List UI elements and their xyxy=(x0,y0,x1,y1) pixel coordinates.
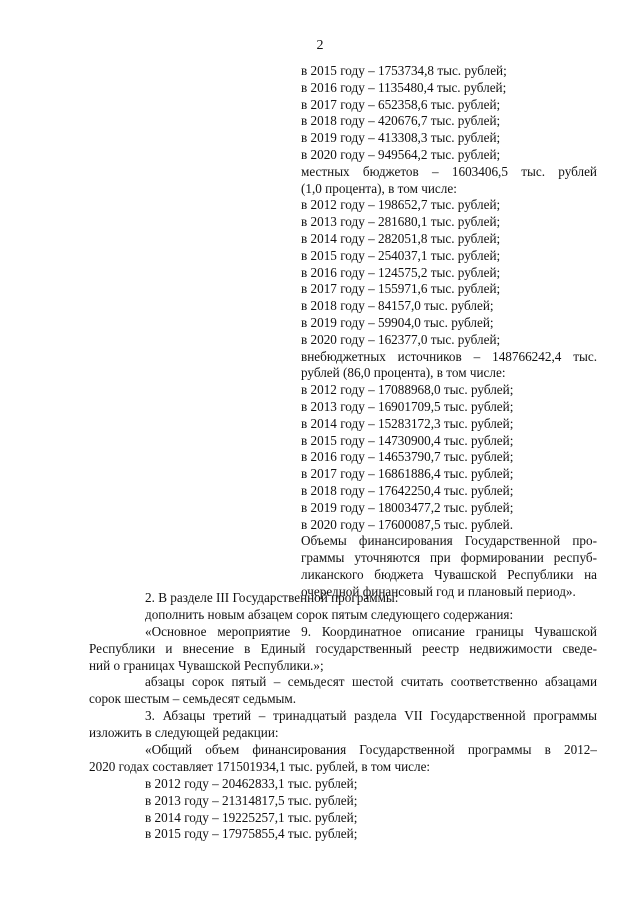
extrabudgetary-percent: рублей (86,0 процента), в том числе: xyxy=(301,365,506,381)
funding-line: в 2013 году – 16901709,5 тыс. рублей; xyxy=(301,398,514,414)
funding-line: в 2017 году – 16861886,4 тыс. рублей; xyxy=(301,466,514,482)
funding-line: в 2019 году – 413308,3 тыс. рублей; xyxy=(301,130,501,146)
section-2-heading: 2. В разделе III Государственной программы: xyxy=(145,590,399,605)
funding-line: в 2016 году – 124575,2 тыс. рублей; xyxy=(301,264,501,280)
extrabudgetary-line: внебюджетных источников – 148766242,4 тыс. xyxy=(301,348,597,364)
year-funding-line: в 2015 году – 17975855,4 тыс. рублей; xyxy=(145,826,358,842)
funding-line: в 2014 году – 282051,8 тыс. рублей; xyxy=(301,230,501,246)
clarification-line: Объемы финансирования Государственной про- xyxy=(301,533,597,549)
funding-line: в 2018 году – 420676,7 тыс. рублей; xyxy=(301,113,501,129)
funding-line: в 2016 году – 1135480,4 тыс. рублей; xyxy=(301,79,507,95)
funding-line: в 2015 году – 14730900,4 тыс. рублей; xyxy=(301,432,514,448)
funding-line: в 2012 году – 17088968,0 тыс. рублей; xyxy=(301,382,514,398)
renumber-line: абзацы сорок пятый – семьдесят шестой считать соответственно абзацами xyxy=(145,674,597,690)
year-funding-line: в 2012 году – 20462833,1 тыс. рублей; xyxy=(145,775,358,791)
funding-line: в 2016 году – 14653790,7 тыс. рублей; xyxy=(301,449,514,465)
funding-line: в 2013 году – 281680,1 тыс. рублей; xyxy=(301,214,501,230)
quote-line: Республики и внесение в Единый государственный реестр недвижимости сведе- xyxy=(89,640,597,656)
local-budgets-line: местных бюджетов – 1603406,5 тыс. рублей xyxy=(301,163,597,179)
funding-line: в 2018 году – 17642250,4 тыс. рублей; xyxy=(301,482,514,498)
quote-line: «Основное мероприятие 9. Координатное описание границы Чувашской xyxy=(145,623,597,639)
clarification-line: ликанского бюджета Чувашской Республики на xyxy=(301,566,597,582)
funding-line: в 2018 году – 84157,0 тыс. рублей; xyxy=(301,298,494,314)
page-number: 2 xyxy=(316,38,324,53)
funding-line: в 2012 году – 198652,7 тыс. рублей; xyxy=(301,197,501,213)
clarification-line: граммы уточняются при формировании респуб- xyxy=(301,550,597,566)
total-funding-line: 2020 годах составляет 171501934,1 тыс. рублей, в том числе: xyxy=(89,758,431,774)
funding-column xyxy=(301,63,597,601)
funding-line: в 2015 году – 1753734,8 тыс. рублей; xyxy=(301,63,507,78)
section-3-heading: 3. Абзацы третий – тринадцатый раздела VII Государственной программы xyxy=(145,708,597,724)
funding-line: в 2020 году – 17600087,5 тыс. рублей. xyxy=(301,516,513,532)
section-2-instruction: дополнить новым абзацем сорок пятым следующего содержания: xyxy=(145,606,514,622)
year-funding-line: в 2013 году – 21314817,5 тыс. рублей; xyxy=(145,792,358,808)
main-text xyxy=(89,590,597,843)
funding-line: в 2017 году – 652358,6 тыс. рублей; xyxy=(301,96,501,112)
funding-line: в 2019 году – 18003477,2 тыс. рублей; xyxy=(301,499,514,515)
section-3-heading: изложить в следующей редакции: xyxy=(89,725,279,741)
quote-line: ний о границах Чувашской Республики.»; xyxy=(89,657,324,673)
renumber-line: сорок шестым – семьдесят седьмым. xyxy=(89,691,297,707)
local-budgets-percent: (1,0 процента), в том числе: xyxy=(301,180,457,196)
total-funding-line: «Общий объем финансирования Государственной программы в 2012– xyxy=(145,742,597,758)
funding-line: в 2020 году – 162377,0 тыс. рублей; xyxy=(301,331,501,347)
funding-line: в 2015 году – 254037,1 тыс. рублей; xyxy=(301,247,501,263)
funding-line: в 2014 году – 15283172,3 тыс. рублей; xyxy=(301,415,514,431)
year-funding-line: в 2014 году – 19225257,1 тыс. рублей; xyxy=(145,809,358,825)
funding-line: в 2017 году – 155971,6 тыс. рублей; xyxy=(301,281,501,297)
funding-line: в 2019 году – 59904,0 тыс. рублей; xyxy=(301,314,494,330)
clarification-line: очередной финансовый год и плановый период». xyxy=(301,583,576,599)
funding-line: в 2020 году – 949564,2 тыс. рублей; xyxy=(301,146,501,162)
